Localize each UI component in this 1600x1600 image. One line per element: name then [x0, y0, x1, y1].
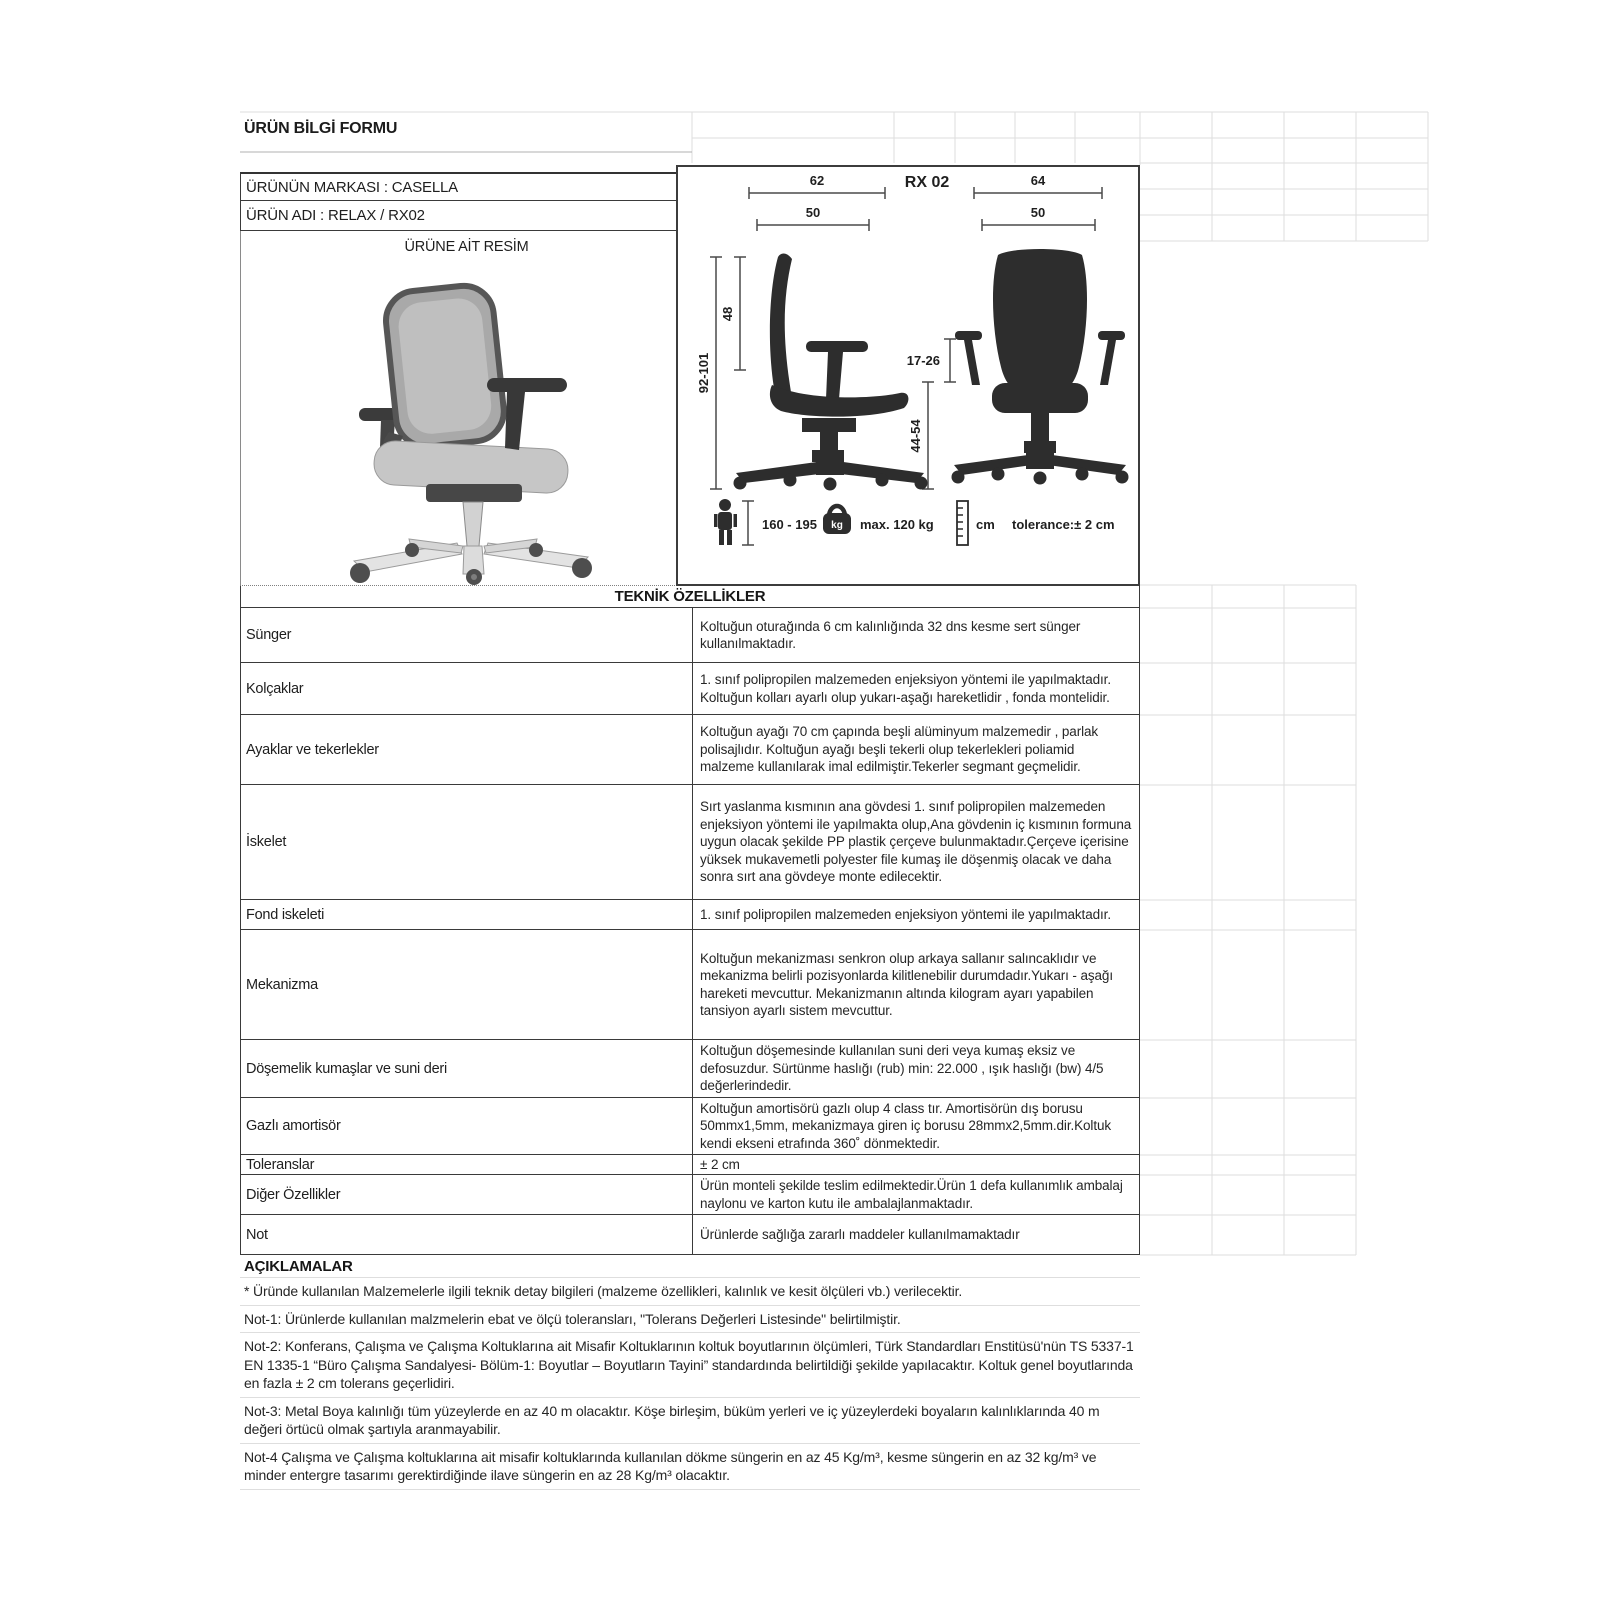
table-row — [241, 1215, 1139, 1255]
specs-section-title: TEKNİK ÖZELLİKLER — [240, 586, 1140, 608]
spec-value — [693, 608, 1139, 662]
spec-value — [693, 1098, 1139, 1154]
spec-label: Diğer Özellikler — [241, 1175, 693, 1214]
spec-value — [693, 930, 1139, 1039]
spec-label: Gazlı amortisör — [241, 1098, 693, 1154]
brand-text: ÜRÜNÜN MARKASI : CASELLA — [246, 178, 458, 196]
spec-value-text: Koltuğun amortisörü gazlı olup 4 class tır. Amortisörün dış borusu 50mmx1,5mm, mekanizmaya giren iç borusu 28mmx2,5mm.dir.Koltuk kendi ekseni etrafında 360˚ dönmektedir. — [700, 1100, 1112, 1151]
brand-cell — [240, 172, 692, 201]
spec-value-text: 1. sınıf polipropilen malzemeden enjeksiyon yöntemi ile yapılmaktadır. — [700, 906, 1111, 922]
spec-value — [693, 1155, 1139, 1174]
dim-backrest-height: 48 — [720, 306, 735, 322]
ruler-icon — [957, 501, 968, 545]
person-icon — [714, 499, 737, 545]
spec-value-text: 1. sınıf polipropilen malzemeden enjeksiyon yöntemi ile yapılmaktadır. Koltuğun kolları ayarlı olup yukarı-aşağı hareketlidir , fonda montelidir. — [700, 672, 1111, 705]
max-weight-label: max. 120 kg — [860, 517, 934, 532]
weight-unit-label: kg — [831, 520, 843, 531]
spec-label: Sünger — [241, 608, 693, 662]
table-row — [241, 608, 1139, 663]
spec-value-text: Koltuğun ayağı 70 cm çapında beşli alüminyum malzemedir , parlak polisajlıdır. Koltuğun ayağı beşli tekerli olup tekerlekleri poliamid malzeme kullanılarak imal edilmiştir.Tekerler segmant geçmelidir. — [700, 724, 1099, 775]
spec-label: Not — [241, 1215, 693, 1254]
spec-label: Fond iskeleti — [241, 900, 693, 929]
dimension-drawing — [678, 167, 1138, 584]
spec-label: Ayaklar ve tekerlekler — [241, 715, 693, 784]
spec-value — [693, 900, 1139, 929]
note-item: Not-3: Metal Boya kalınlığı tüm yüzeylerde en az 40 m olacaktır. Köşe birleşim, büküm yerleri ve iç yüzeylerdeki boyaların kalınlıklarında 40 m değeri örtücü olmak şartıyla aranmayabilir. — [240, 1398, 1140, 1444]
dim-back-width-top: 64 — [1030, 173, 1046, 188]
spec-value-text: Koltuğun mekanizması senkron olup arkaya sallanır salıncaklıdır ve mekanizma belirli pozisyonlarda kilitlenebilir durumdadır.Yukarı - aşağı hareketi mevcuttur. Mekanizmanın altında kilogram ayarı yapabilen tansiyon ayarlı sistem mevcuttur. — [700, 950, 1113, 1018]
spec-label: Toleranslar — [241, 1155, 693, 1174]
photo-chair-illustration — [241, 262, 693, 585]
note-item: Not-1: Ürünlerde kullanılan malzmelerin ebat ve ölçü toleransları, "Tolerans Değerleri Listesinde" belirtilmiştir. — [240, 1306, 1140, 1334]
spec-value-text: Ürün monteli şekilde teslim edilmektedir.Ürün 1 defa kullanımlık ambalaj naylonu ve karton kutu ile ambalajlanmaktadır. — [700, 1178, 1123, 1211]
spec-value — [693, 715, 1139, 784]
table-row — [241, 1040, 1139, 1098]
unit-label: cm — [976, 517, 995, 532]
dim-seat-height: 44-54 — [908, 419, 923, 453]
image-caption-text: ÜRÜNE AİT RESİM — [404, 238, 529, 255]
diagram-cell — [676, 165, 1140, 586]
spec-label: Döşemelik kumaşlar ve suni deri — [241, 1040, 693, 1097]
chair-back-view — [952, 249, 1129, 485]
notes-section — [240, 1255, 1140, 1490]
tolerance-label: tolerance:± 2 cm — [1012, 517, 1115, 532]
spec-value — [693, 1040, 1139, 1097]
chair-side-view — [734, 253, 928, 490]
note-item: Not-2: Konferans, Çalışma ve Çalışma Koltuklarına ait Misafir Koltuklarının koltuk boyutlarının ölçümleri, Türk Standardları Enstitüsü'nün TS 5337-1 EN 1335-1 “Büro Çalışma Sandalyesi- Bölüm-1: Boyutlar – Boyutların Tayini” standardında belirtildiği şekilde yapılacaktır. Koltuk genel boyutlarında en fazla ± 2 cm tolerans geçerlidiri. — [240, 1333, 1140, 1398]
spec-value — [693, 663, 1139, 714]
note-item: Not-4 Çalışma ve Çalışma koltuklarına ait misafir koltuklarında kullanılan dökme süngerin en az 45 Kg/m³, kesme süngerin en az 32 kg/m³ ve minder entergre tasarımı gerektirdiğinde ilave süngerin en az 28 Kg/m³ olacaktır. — [240, 1444, 1140, 1490]
spec-value-text: Koltuğun döşemesinde kullanılan suni deri veya kumaş eksiz ve defosuzdur. Sürtünme haslığı (rub) min: 22.000 , ışık haslığı (bw) 4/5 değerlerindedir. — [700, 1043, 1104, 1094]
dim-total-height: 92-101 — [696, 352, 711, 394]
table-row — [241, 1175, 1139, 1215]
table-row — [241, 1155, 1139, 1175]
table-row — [241, 715, 1139, 785]
spec-value — [693, 1175, 1139, 1214]
dim-armrest-height: 17-26 — [906, 353, 940, 368]
spec-value-text: Ürünlerde sağlığa zararlı maddeler kullanılmamaktadır — [700, 1226, 1020, 1242]
dim-side-width-bottom: 50 — [805, 205, 821, 220]
spec-label: Mekanizma — [241, 930, 693, 1039]
table-row — [241, 900, 1139, 930]
note-item: * Üründe kullanılan Malzemelerle ilgili teknik detay bilgileri (malzeme özellikleri, kalınlık ve kesit ölçüleri vb.) verilecektir. — [240, 1278, 1140, 1306]
spec-table — [240, 608, 1140, 1255]
spec-label: İskelet — [241, 785, 693, 899]
product-photo — [240, 262, 692, 585]
weight-icon — [823, 506, 851, 534]
notes-section-title: AÇIKLAMALAR — [240, 1255, 1140, 1278]
page-title: ÜRÜN BİLGİ FORMU — [244, 120, 398, 137]
spec-label: Kolçaklar — [241, 663, 693, 714]
spec-value — [693, 785, 1139, 899]
product-name-text: ÜRÜN ADI : RELAX / RX02 — [246, 206, 425, 224]
dim-side-width-top: 62 — [809, 173, 825, 188]
table-row — [241, 1098, 1139, 1155]
dim-back-width-bottom: 50 — [1030, 205, 1046, 220]
spec-value — [693, 1215, 1139, 1254]
model-label: RX 02 — [904, 174, 950, 191]
spec-value-text: ± 2 cm — [700, 1156, 740, 1172]
table-row — [241, 930, 1139, 1040]
table-row — [241, 785, 1139, 900]
spec-value-text: Koltuğun oturağında 6 cm kalınlığında 32 dns kesme sert sünger kullanılmaktadır. — [700, 618, 1081, 651]
spec-value-text: Sırt yaslanma kısmının ana gövdesi 1. sınıf polipropilen malzemeden enjeksiyon yöntemi ile yapılmakta olup,Ana gövdenin iç kısmının formuna uygun olacak şekilde PP plastik çerçeve bulunmaktadır.Çerçeve içerisine yüksek mukavemetli polyester file kumaş ile döşenmiş olacak ve daha sonra sırt ana gövdeye monte edilecektir. — [700, 799, 1132, 885]
height-range-label: 160 - 195 — [762, 517, 817, 532]
image-caption-cell — [240, 231, 692, 262]
table-row — [241, 663, 1139, 715]
product-name-cell — [240, 200, 692, 231]
